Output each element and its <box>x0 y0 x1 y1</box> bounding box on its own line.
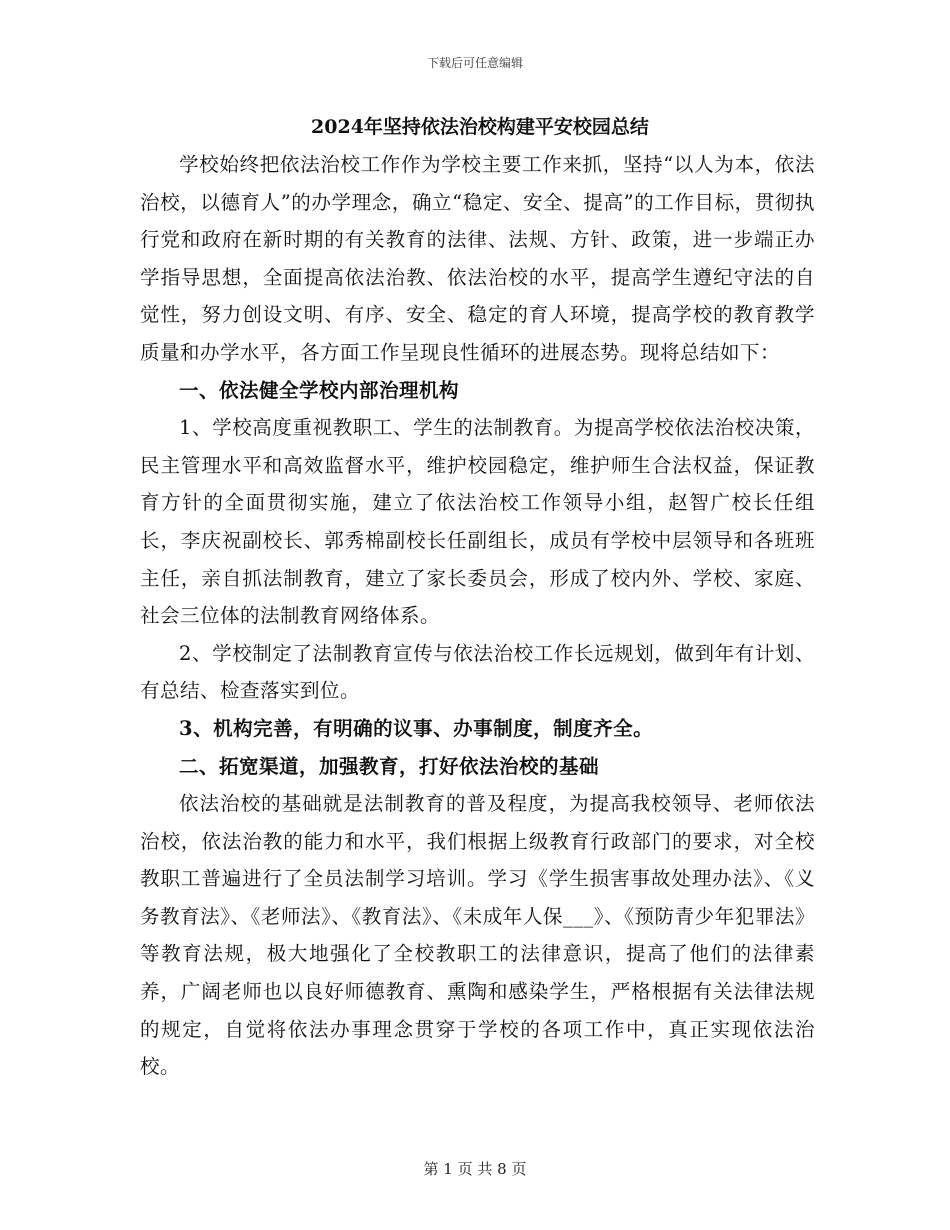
section-2-paragraph: 依法治校的基础就是法制教育的普及程度，为提高我校领导、老师依法治校，依法治教的能力和水平，我们根据上级教育行政部门的要求，对全校教职工普遍进行了全员法制学习培训。学习《学生损害事故处理办法》、《义务教育法》、《老师法》、《教育法》、《未成年人保___》、《预防青少年犯罪法》等教育法规，极大地强化了全校教职工的法律意识，提高了他们的法律素养，广阔老师也以良好师德教育、熏陶和感染学生，严格根据有关法律法规的规定，自觉将依法办事理念贯穿于学校的各项工作中，真正实现依法治校。 <box>140 792 815 1079</box>
document-title: 2024年坚持依法治校构建平安校园总结 <box>311 116 649 138</box>
document-body <box>140 146 815 1086</box>
paragraph-item-2: 2、学校制定了法制教育宣传与依法治校工作长远规划，做到年有计划、有总结、检查落实到位。 <box>140 641 815 703</box>
section-heading-1: 一、依法健全学校内部治理机构 <box>179 378 460 402</box>
page-number: 第 1 页 共 8 页 <box>423 1160 527 1178</box>
paragraph-item-3: 3、机构完善，有明确的议事、办事制度，制度齐全。 <box>179 716 654 740</box>
header-note: 下载后可任意编辑 <box>426 56 523 70</box>
section-heading-2: 二、拓宽渠道，加强教育，打好依法治校的基础 <box>179 754 600 778</box>
paragraph-item-1: 1、学校高度重视教职工、学生的法制教育。为提高学校依法治校决策，民主管理水平和高效监督水平，维护校园稳定，维护师生合法权益，保证教育方针的全面贯彻实施，建立了依法治校工作领导小组，赵智广校长任组长，李庆祝副校长、郭秀棉副校长任副组长，成员有学校中层领导和各班班主任，亲自抓法制教育，建立了家长委员会，形成了校内外、学校、家庭、社会三位体的法制教育网络体系。 <box>140 416 815 628</box>
intro-paragraph: 学校始终把依法治校工作作为学校主要工作来抓，坚持“以人为本，依法治校，以德育人”的办学理念，确立“稳定、安全、提高”的工作目标，贯彻执行党和政府在新时期的有关教育的法律、法规、方针、政策，进一步端正办学指导思想，全面提高依法治教、依法治校的水平，提高学生遵纪守法的自觉性，努力创设文明、有序、安全、稳定的育人环境，提高学校的教育教学质量和办学水平，各方面工作呈现良性循环的进展态势。现将总结如下： <box>140 153 815 364</box>
